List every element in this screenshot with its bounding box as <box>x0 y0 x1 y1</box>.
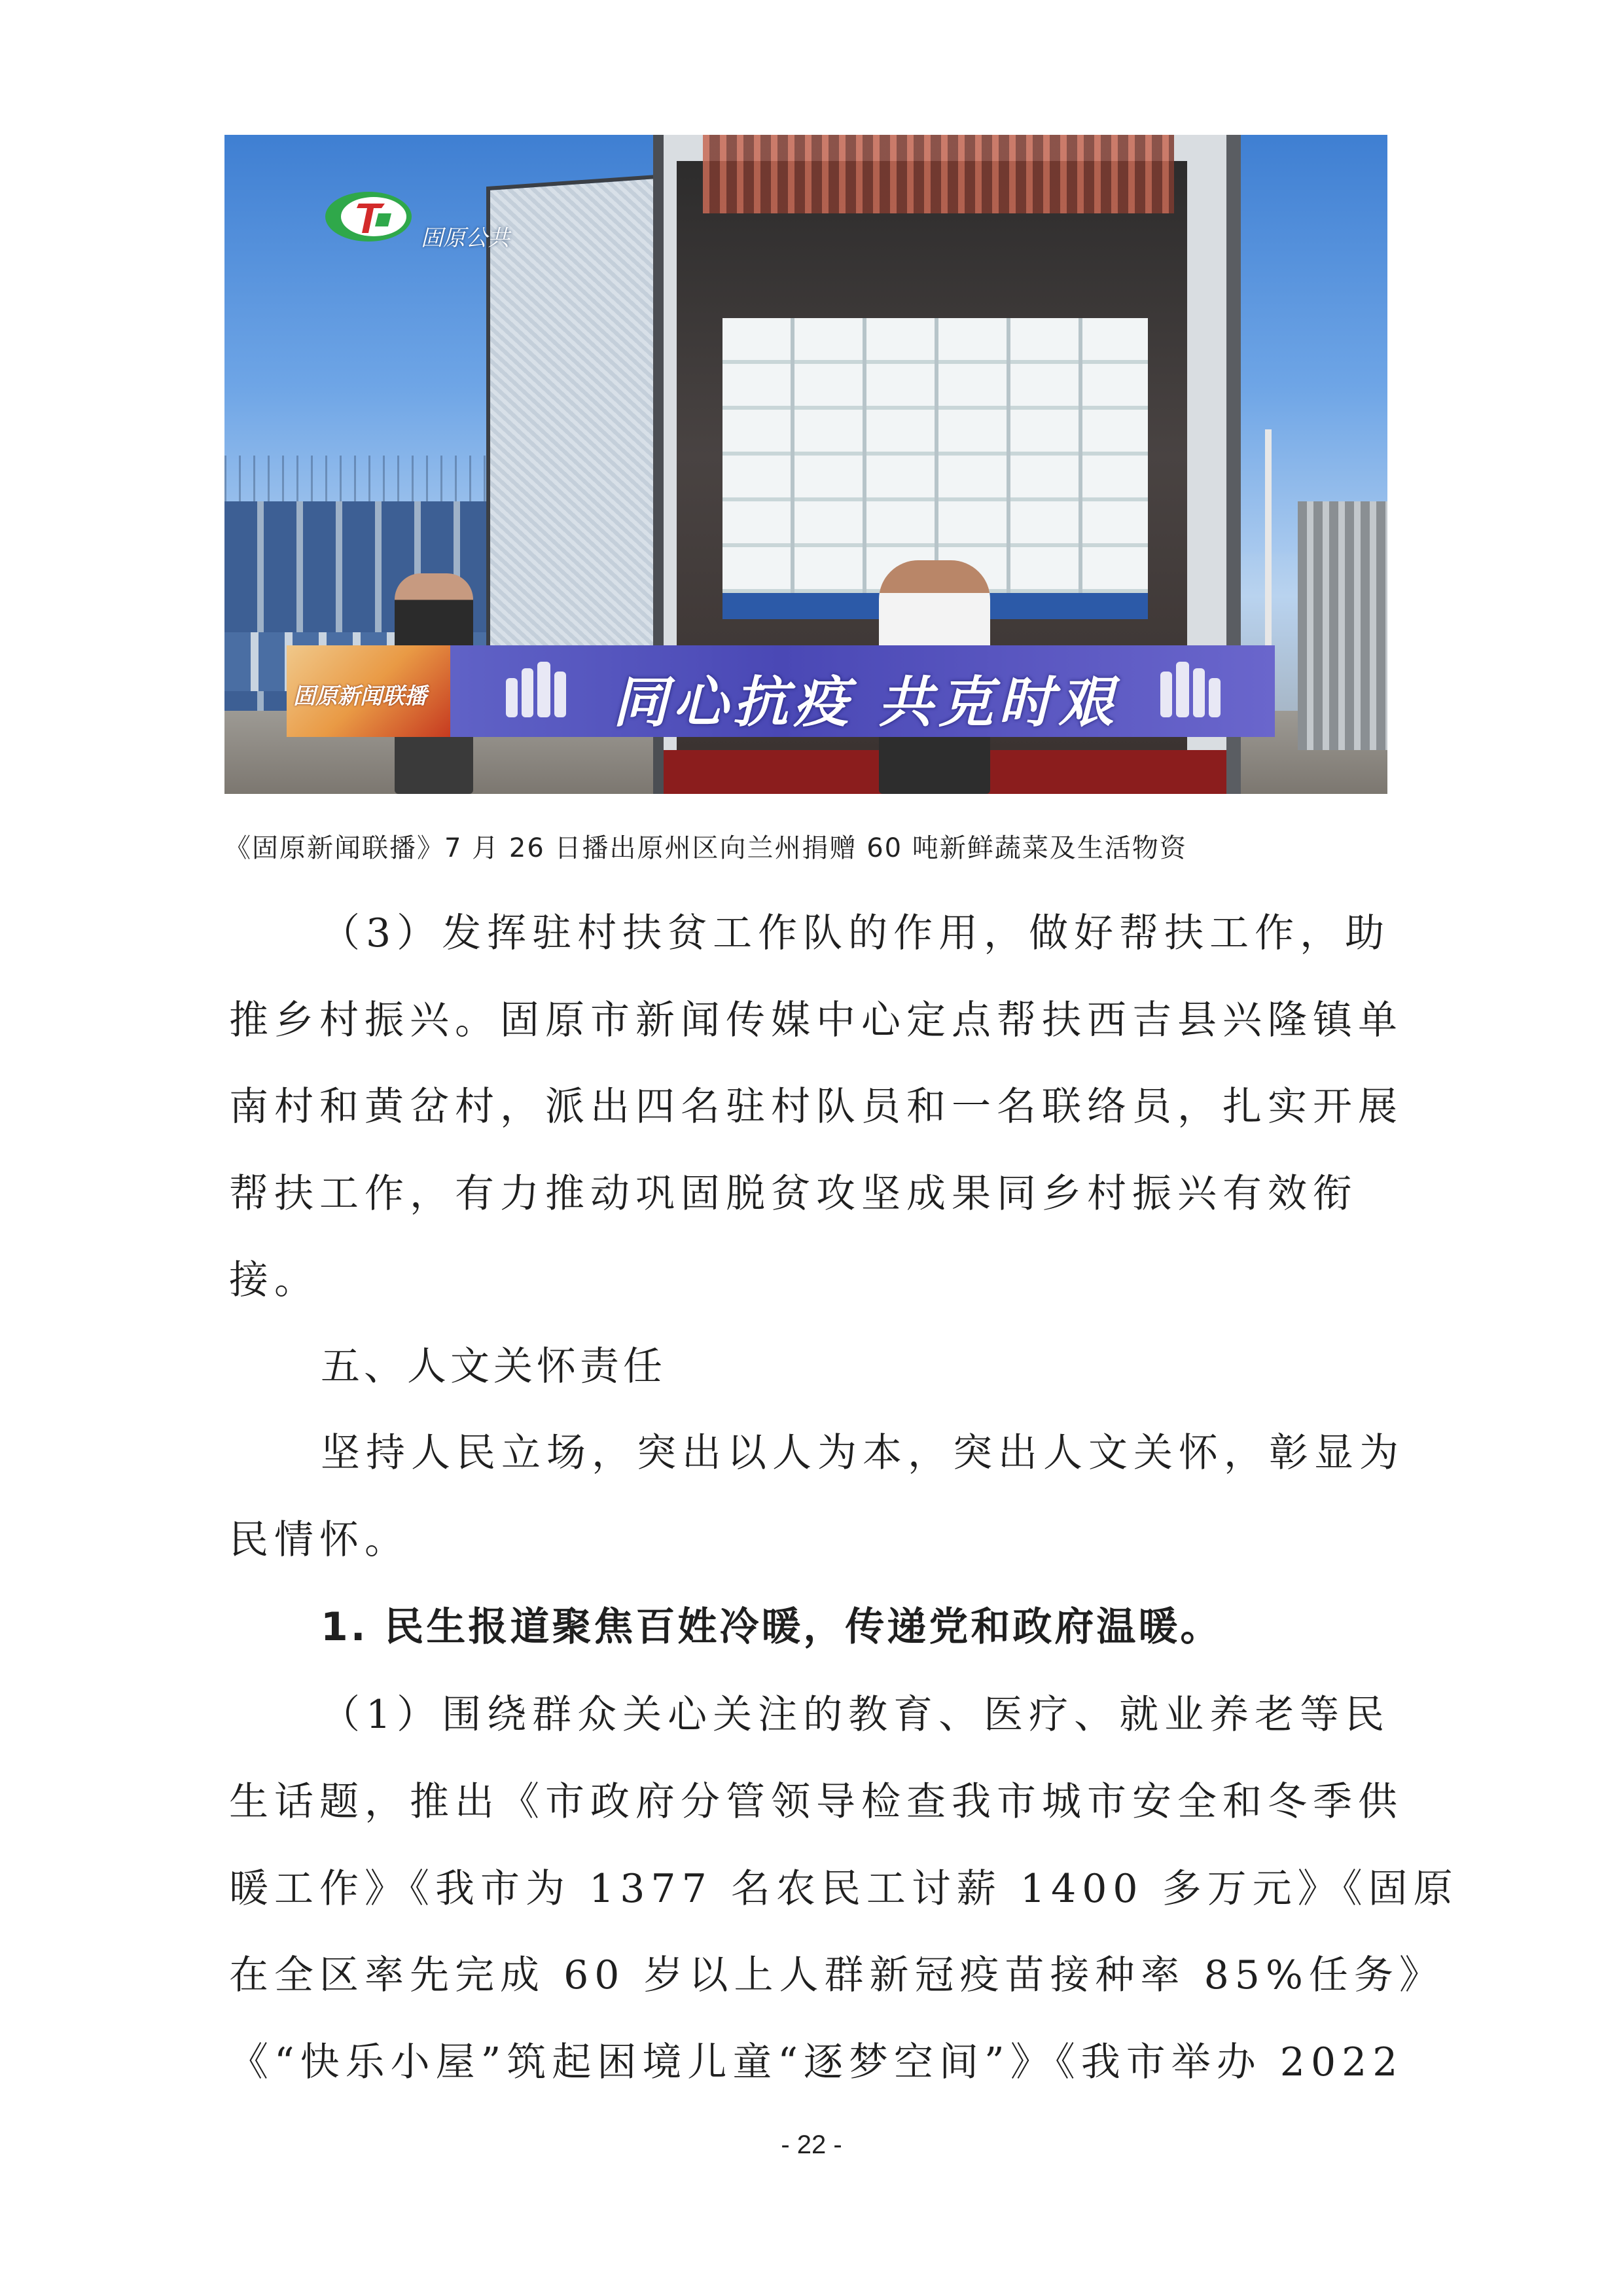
subheading: 1. 民生报道聚焦百姓冷暖，传递党和政府温暖。 <box>321 1604 1222 1650</box>
news-program-name: 固原新闻联播 <box>293 683 427 709</box>
raised-fists-icon <box>1154 658 1232 724</box>
paragraph-line: （1）围绕群众关心关注的教育、医疗、就业养老等民 <box>321 1692 1391 1738</box>
station-name: 固原公共 <box>421 225 510 251</box>
paragraph-line: 南村和黄岔村，派出四名驻村队员和一名联络员，扎实开展 <box>229 1084 1403 1130</box>
news-screenshot-photo <box>224 135 1387 794</box>
paragraph-line: 《“快乐小屋”筑起困境儿童“逐梦空间”》《我市举办 2022 <box>229 2039 1404 2085</box>
cargo-boxes <box>722 318 1148 593</box>
paragraph-line: 生话题，推出《市政府分管领导检查我市城市安全和冬季供 <box>229 1779 1403 1825</box>
train <box>1298 501 1387 750</box>
banner-title: 同心抗疫 共克时艰 <box>613 670 1119 734</box>
tv-station-logo-icon <box>323 187 421 246</box>
paragraph-line: 在全区率先完成 60 岁以上人群新冠疫苗接种率 85%任务》 <box>229 1952 1444 1998</box>
paragraph-line: 民情怀。 <box>229 1517 410 1563</box>
paragraph-line: 接。 <box>229 1257 319 1303</box>
page-number: - 22 - <box>781 2130 842 2159</box>
paragraph-line: 推乡村振兴。固原市新闻传媒中心定点帮扶西吉县兴隆镇单 <box>229 997 1403 1043</box>
paragraph-line: （3）发挥驻村扶贫工作队的作用，做好帮扶工作，助 <box>321 910 1391 956</box>
paragraph-line: 坚持人民立场，突出以人为本，突出人文关怀，彰显为 <box>321 1430 1404 1476</box>
figure-caption: 《固原新闻联播》7 月 26 日播出原州区向兰州捐赠 60 吨新鲜蔬菜及生活物资 <box>224 833 1187 863</box>
truck-door <box>486 175 658 711</box>
raised-fists-icon <box>499 658 578 724</box>
paragraph-line: 暖工作》《我市为 1377 名农民工讨薪 1400 多万元》《固原 <box>229 1866 1459 1912</box>
truck-ceiling <box>703 135 1174 213</box>
section-heading: 五、人文关怀责任 <box>321 1344 666 1390</box>
paragraph-line: 帮扶工作，有力推动巩固脱贫攻坚成果同乡村振兴有效衔 <box>229 1171 1358 1217</box>
